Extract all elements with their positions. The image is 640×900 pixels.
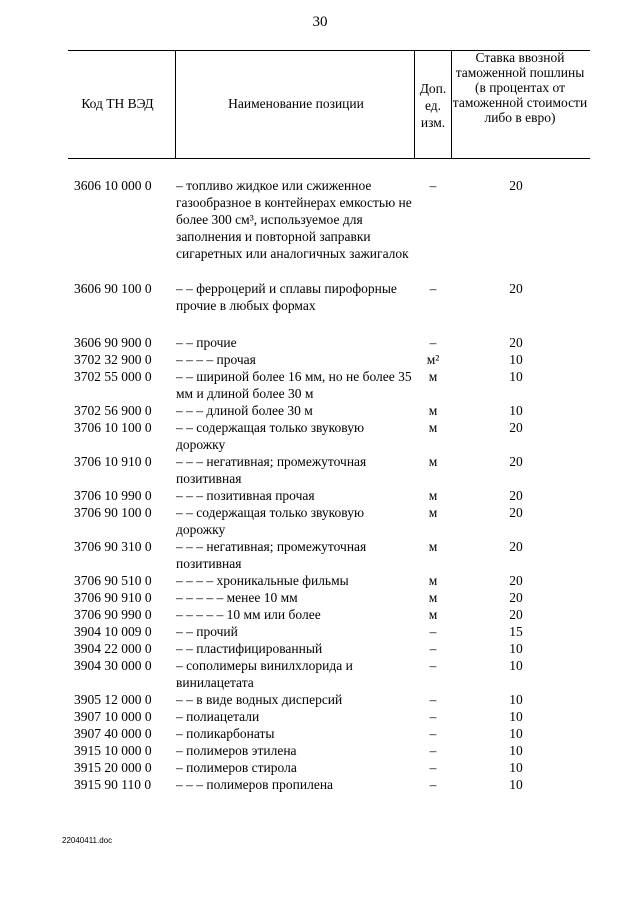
row-name: – полиацетали <box>176 709 260 724</box>
row-code: 3606 10 000 0 <box>74 178 152 193</box>
row-rate: 10 <box>509 709 523 724</box>
table-row <box>0 759 640 776</box>
row-unit: – <box>429 178 437 193</box>
table-row <box>0 368 640 402</box>
row-rate: 10 <box>509 403 523 418</box>
table-row <box>0 725 640 742</box>
row-name: – – – – хроникальные фильмы <box>176 573 349 588</box>
row-name: – – в виде водных дисперсий <box>176 692 343 707</box>
table-row <box>0 177 640 280</box>
row-unit: м <box>428 505 438 520</box>
row-name: – поликарбонаты <box>176 726 275 741</box>
row-rate: 10 <box>509 743 523 758</box>
row-unit: м <box>428 369 438 384</box>
row-name: – – содержащая только звуковую дорожку <box>176 420 365 452</box>
row-rate: 10 <box>509 760 523 775</box>
row-unit: – <box>429 281 437 296</box>
row-unit: м <box>428 403 438 418</box>
row-code: 3907 40 000 0 <box>74 726 152 741</box>
row-name: – – – – прочая <box>176 352 256 367</box>
row-name: – – – – – менее 10 мм <box>176 590 298 605</box>
table-row <box>0 487 640 504</box>
row-unit: м <box>428 420 438 435</box>
row-rate: 20 <box>509 281 523 296</box>
table-row <box>0 708 640 725</box>
row-code: 3907 10 000 0 <box>74 709 152 724</box>
row-rate: 10 <box>509 658 523 673</box>
row-name: – – содержащая только звуковую дорожку <box>176 505 365 537</box>
row-rate: 20 <box>509 420 523 435</box>
table-row <box>0 280 640 334</box>
row-unit: м <box>428 454 438 469</box>
row-rate: 10 <box>509 352 523 367</box>
row-code: 3706 10 910 0 <box>74 454 152 469</box>
row-rate: 15 <box>509 624 523 639</box>
header-name: Наименование позиции <box>228 96 364 111</box>
row-name: – топливо жидкое или сжиженное газообразное в контейнерах емкостью не более 300 см³, используемое для заполнения и повторной заправки сигаретных или аналогичных зажигалок <box>176 178 412 261</box>
table-row <box>0 742 640 759</box>
row-code: 3904 30 000 0 <box>74 658 152 673</box>
row-unit: м <box>428 488 438 503</box>
row-unit: м <box>428 590 438 605</box>
row-code: 3702 56 900 0 <box>74 403 152 418</box>
row-unit: м <box>428 573 438 588</box>
row-rate: 20 <box>509 590 523 605</box>
table-row <box>0 589 640 606</box>
row-unit: – <box>429 777 437 792</box>
row-name: – полимеров этилена <box>176 743 297 758</box>
row-code: 3702 55 000 0 <box>74 369 152 384</box>
table-header-bottom-border <box>68 158 590 159</box>
row-unit: – <box>429 624 437 639</box>
row-rate: 10 <box>509 641 523 656</box>
row-unit: – <box>429 692 437 707</box>
table-row <box>0 572 640 589</box>
row-rate: 20 <box>509 454 523 469</box>
row-unit: – <box>429 641 437 656</box>
table-row <box>0 351 640 368</box>
document-filename: 22040411.doc <box>62 836 113 845</box>
row-code: 3706 90 100 0 <box>74 505 152 520</box>
row-code: 3706 90 990 0 <box>74 607 152 622</box>
row-rate: 10 <box>509 726 523 741</box>
table-row <box>0 657 640 691</box>
table-row <box>0 402 640 419</box>
header-rate: Ставка ввозной таможенной пошлины (в процентах от таможенной стоимости либо в евро) <box>452 50 588 125</box>
row-unit: – <box>429 760 437 775</box>
row-code: 3915 10 000 0 <box>74 743 152 758</box>
row-rate: 20 <box>509 539 523 554</box>
row-code: 3706 90 910 0 <box>74 590 152 605</box>
row-rate: 20 <box>509 488 523 503</box>
table-row <box>0 538 640 572</box>
row-unit: – <box>429 709 437 724</box>
row-name: – – – негативная; промежуточная позитивная <box>176 539 367 571</box>
row-unit: м <box>428 539 438 554</box>
header-unit: Доп. ед. изм. <box>419 81 447 130</box>
row-name: – – пластифицированный <box>176 641 323 656</box>
row-name: – – ферроцерий и сплавы пирофорные прочие в любых формах <box>176 281 397 313</box>
row-unit: – <box>429 726 437 741</box>
row-name: – – прочий <box>176 624 238 639</box>
row-code: 3904 10 009 0 <box>74 624 152 639</box>
table-row <box>0 691 640 708</box>
row-code: 3706 10 100 0 <box>74 420 152 435</box>
row-name: – – шириной более 16 мм, но не более 35 мм и длиной более 30 м <box>176 369 412 401</box>
table-row <box>0 623 640 640</box>
row-rate: 10 <box>509 777 523 792</box>
table-row <box>0 776 640 793</box>
table-row <box>0 504 640 538</box>
row-code: 3905 12 000 0 <box>74 692 152 707</box>
row-name: – – – позитивная прочая <box>176 488 315 503</box>
row-code: 3606 90 900 0 <box>74 335 152 350</box>
row-name: – – – негативная; промежуточная позитивная <box>176 454 367 486</box>
table-row <box>0 453 640 487</box>
row-code: 3915 20 000 0 <box>74 760 152 775</box>
row-rate: 20 <box>509 573 523 588</box>
row-rate: 20 <box>509 335 523 350</box>
table-row <box>0 640 640 657</box>
row-code: 3915 90 110 0 <box>74 777 152 792</box>
row-rate: 10 <box>509 692 523 707</box>
tariff-table-body <box>0 177 640 793</box>
row-code: 3702 32 900 0 <box>74 352 152 367</box>
table-row <box>0 334 640 351</box>
row-code: 3904 22 000 0 <box>74 641 152 656</box>
row-code: 3706 90 310 0 <box>74 539 152 554</box>
row-rate: 20 <box>509 607 523 622</box>
row-code: 3606 90 100 0 <box>74 281 152 296</box>
row-name: – – – длиной более 30 м <box>176 403 313 418</box>
header-code: Код ТН ВЭД <box>81 96 154 111</box>
page-number: 30 <box>312 14 328 30</box>
row-unit: – <box>429 658 437 673</box>
row-rate: 10 <box>509 369 523 384</box>
row-unit: м <box>428 607 438 622</box>
row-name: – – – полимеров пропилена <box>176 777 334 792</box>
row-rate: 20 <box>509 505 523 520</box>
table-row <box>0 419 640 453</box>
column-divider <box>175 50 176 158</box>
row-code: 3706 10 990 0 <box>74 488 152 503</box>
table-row <box>0 606 640 623</box>
row-name: – полимеров стирола <box>176 760 297 775</box>
row-unit: – <box>429 743 437 758</box>
row-unit: – <box>429 335 437 350</box>
row-rate: 20 <box>509 178 523 193</box>
row-name: – – прочие <box>176 335 237 350</box>
row-unit: м² <box>426 352 440 367</box>
row-name: – – – – – 10 мм или более <box>176 607 321 622</box>
row-name: – сополимеры винилхлорида и винилацетата <box>176 658 353 690</box>
row-code: 3706 90 510 0 <box>74 573 152 588</box>
